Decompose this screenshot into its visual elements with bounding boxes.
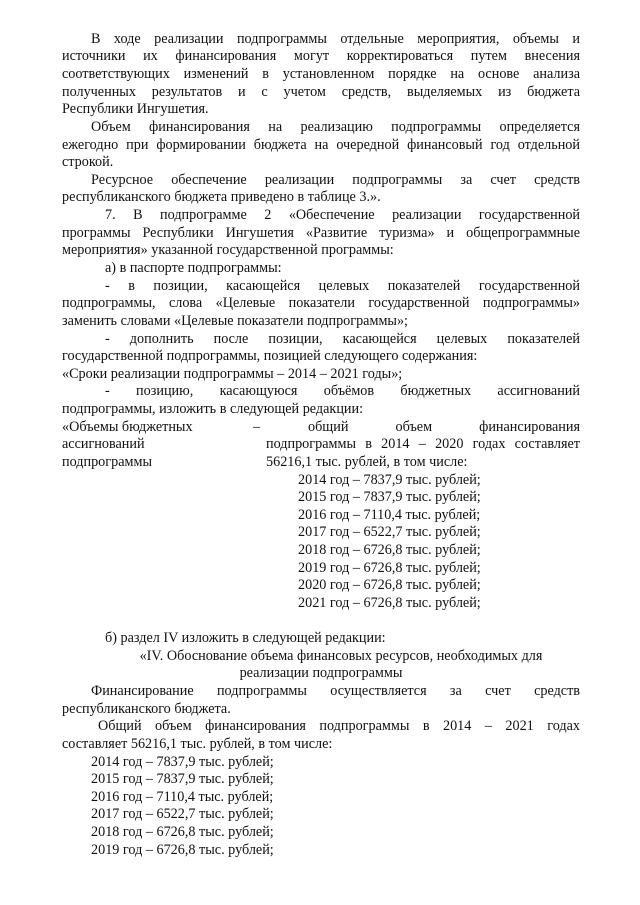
year-funding-line: 2019 год – 6726,8 тыс. рублей; bbox=[91, 842, 274, 858]
paragraph-line: полученных результатов и с учетом средств, выделяемых из бюджета bbox=[62, 84, 580, 100]
year-funding-line: 2018 год – 6726,8 тыс. рублей; bbox=[91, 824, 274, 840]
paragraph-line: 7. В подпрограмме 2 «Обеспечение реализации государственной bbox=[105, 207, 580, 223]
paragraph-line: Общий объем финансирования подпрограммы в 2014 – 2021 годах bbox=[98, 718, 580, 734]
paragraph-line: составляет 56216,1 тыс. рублей, в том числе: bbox=[62, 736, 333, 752]
year-funding-line: 2014 год – 7837,9 тыс. рублей; bbox=[91, 754, 274, 770]
paragraph-line: республиканского бюджета. bbox=[62, 701, 231, 717]
paragraph-line: государственной подпрограммы, позицией следующего содержания: bbox=[62, 348, 478, 364]
paragraph-line: программы Республики Ингушетия «Развитие туризма» и общепрограммные bbox=[62, 225, 580, 241]
paragraph-line: В ходе реализации подпрограммы отдельные мероприятия, объемы и bbox=[91, 31, 580, 47]
table-right-cell: подпрограммы в 2014 – 2020 годах составляет bbox=[266, 436, 580, 452]
table-left-cell: подпрограммы bbox=[62, 454, 152, 470]
year-funding-line: 2018 год – 6726,8 тыс. рублей; bbox=[298, 542, 481, 558]
year-funding-line: 2015 год – 7837,9 тыс. рублей; bbox=[298, 489, 481, 505]
paragraph-line: Финансирование подпрограммы осуществляется за счет средств bbox=[91, 683, 580, 699]
paragraph-line: Объем финансирования на реализацию подпрограммы определяется bbox=[91, 119, 580, 135]
table-dash: – bbox=[253, 419, 261, 435]
year-funding-line: 2017 год – 6522,7 тыс. рублей; bbox=[298, 524, 481, 540]
paragraph-line: подпрограммы, слова «Целевые показатели государственной подпрограммы» bbox=[62, 295, 580, 311]
year-funding-line: 2020 год – 6726,8 тыс. рублей; bbox=[298, 577, 481, 593]
paragraph-line: республиканского бюджета приведено в таблице 3.». bbox=[62, 189, 381, 205]
paragraph-line: Ресурсное обеспечение реализации подпрограммы за счет средств bbox=[91, 172, 580, 188]
section-heading: «IV. Обоснование объема финансовых ресурсов, необходимых для bbox=[139, 648, 543, 664]
paragraph-line: - дополнить после позиции, касающейся целевых показателей bbox=[105, 331, 580, 347]
paragraph-line: б) раздел IV изложить в следующей редакции: bbox=[105, 630, 386, 646]
paragraph-line: «Сроки реализации подпрограммы – 2014 – 2021 годы»; bbox=[62, 366, 403, 382]
paragraph-line: источники их финансирования могут корректироваться путем внесения bbox=[62, 48, 580, 64]
paragraph-line: строкой. bbox=[62, 154, 114, 170]
section-heading: реализации подпрограммы bbox=[239, 665, 403, 681]
paragraph-line: ежегодно при формировании бюджета на очередной финансовый год отдельной bbox=[62, 137, 580, 153]
year-funding-line: 2014 год – 7837,9 тыс. рублей; bbox=[298, 472, 481, 488]
paragraph-line: соответствующих изменений в установленном порядке на основе анализа bbox=[62, 66, 580, 82]
table-left-cell: «Объемы бюджетных bbox=[62, 419, 193, 435]
year-funding-line: 2015 год – 7837,9 тыс. рублей; bbox=[91, 771, 274, 787]
paragraph-line: подпрограммы, изложить в следующей редакции: bbox=[62, 401, 364, 417]
paragraph-line: а) в паспорте подпрограммы: bbox=[105, 260, 282, 276]
table-left-cell: ассигнований bbox=[62, 436, 145, 452]
table-right-cell: 56216,1 тыс. рублей, в том числе: bbox=[266, 454, 468, 470]
year-funding-line: 2017 год – 6522,7 тыс. рублей; bbox=[91, 806, 274, 822]
paragraph-line: мероприятия» указанной государственной программы: bbox=[62, 242, 394, 258]
table-right-cell: общий объем финансирования bbox=[308, 419, 580, 435]
paragraph-line: Республики Ингушетия. bbox=[62, 101, 209, 117]
paragraph-line: - позицию, касающуюся объёмов бюджетных ассигнований bbox=[105, 383, 580, 399]
year-funding-line: 2021 год – 6726,8 тыс. рублей; bbox=[298, 595, 481, 611]
paragraph-line: заменить словами «Целевые показатели подпрограммы»; bbox=[62, 313, 408, 329]
year-funding-line: 2019 год – 6726,8 тыс. рублей; bbox=[298, 560, 481, 576]
year-funding-line: 2016 год – 7110,4 тыс. рублей; bbox=[298, 507, 481, 523]
paragraph-line: - в позиции, касающейся целевых показателей государственной bbox=[105, 278, 580, 294]
year-funding-line: 2016 год – 7110,4 тыс. рублей; bbox=[91, 789, 274, 805]
